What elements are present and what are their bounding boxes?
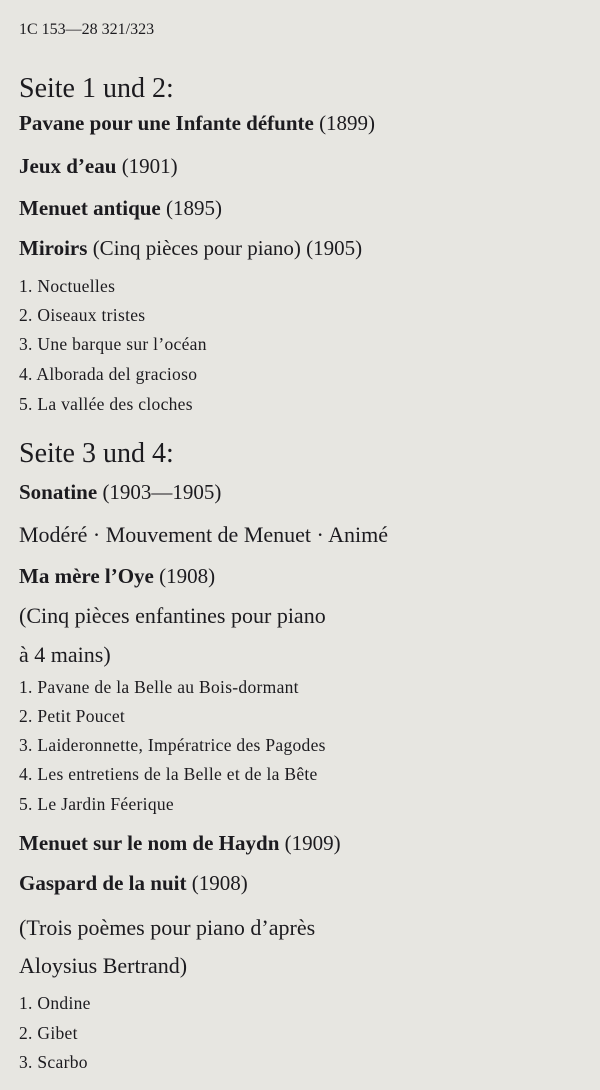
work-year: (1899) [319, 111, 376, 135]
work-title [19, 198, 222, 219]
work-subtitle: à 4 mains) [19, 642, 111, 667]
list-item: 2. Petit Poucet [19, 706, 126, 726]
movements: Modéré · Mouvement de Menuet · Animé [19, 522, 389, 547]
work-year: (1903—1905) [102, 480, 222, 504]
work-title [19, 566, 215, 587]
side-a-heading: Seite 1 und 2: [19, 73, 174, 104]
list-item: 1. Noctuelles [19, 276, 116, 296]
work-name: Menuet sur le nom de Haydn [19, 831, 280, 855]
work-year: (1909) [284, 831, 341, 855]
work-title [19, 238, 362, 259]
side-b-heading: Seite 3 und 4: [19, 438, 174, 469]
catalog-number: 1C 153—28 321/323 [19, 21, 155, 38]
work-year: (Cinq pièces pour piano) (1905) [92, 236, 363, 260]
work-year: (1895) [166, 196, 222, 220]
work-name: Ma mère l’Oye [19, 564, 154, 588]
list-item: 3. Scarbo [19, 1052, 88, 1072]
list-item: 4. Les entretiens de la Belle et de la Bête [19, 764, 318, 784]
list-item: 3. Laideronnette, Impératrice des Pagodes [19, 735, 326, 755]
list-item: 2. Gibet [19, 1023, 78, 1043]
list-item: 5. La vallée des cloches [19, 394, 193, 414]
work-year: (1908) [191, 871, 248, 895]
work-year: (1908) [159, 564, 216, 588]
work-name: Miroirs [19, 236, 88, 260]
work-subtitle: (Trois poèmes pour piano d’après [19, 915, 316, 940]
work-name: Menuet antique [19, 196, 161, 220]
list-item: 1. Ondine [19, 993, 91, 1013]
work-title [19, 833, 341, 854]
list-item: 4. Alborada del gracioso [19, 364, 198, 384]
list-item: 3. Une barque sur l’océan [19, 334, 207, 354]
work-subtitle: Aloysius Bertrand) [19, 953, 188, 978]
work-subtitle: (Cinq pièces enfantines pour piano [19, 603, 326, 628]
list-item: 5. Le Jardin Féerique [19, 794, 174, 814]
work-year: (1901) [121, 154, 178, 178]
list-item: 2. Oiseaux tristes [19, 305, 146, 325]
work-title [19, 156, 178, 177]
work-name: Sonatine [19, 480, 98, 504]
work-name: Jeux d’eau [19, 154, 117, 178]
work-name: Gaspard de la nuit [19, 871, 187, 895]
work-title [19, 113, 375, 134]
list-item: 1. Pavane de la Belle au Bois-dormant [19, 677, 299, 697]
work-title [19, 482, 221, 503]
work-title [19, 873, 248, 894]
work-name: Pavane pour une Infante défunte [19, 111, 314, 135]
